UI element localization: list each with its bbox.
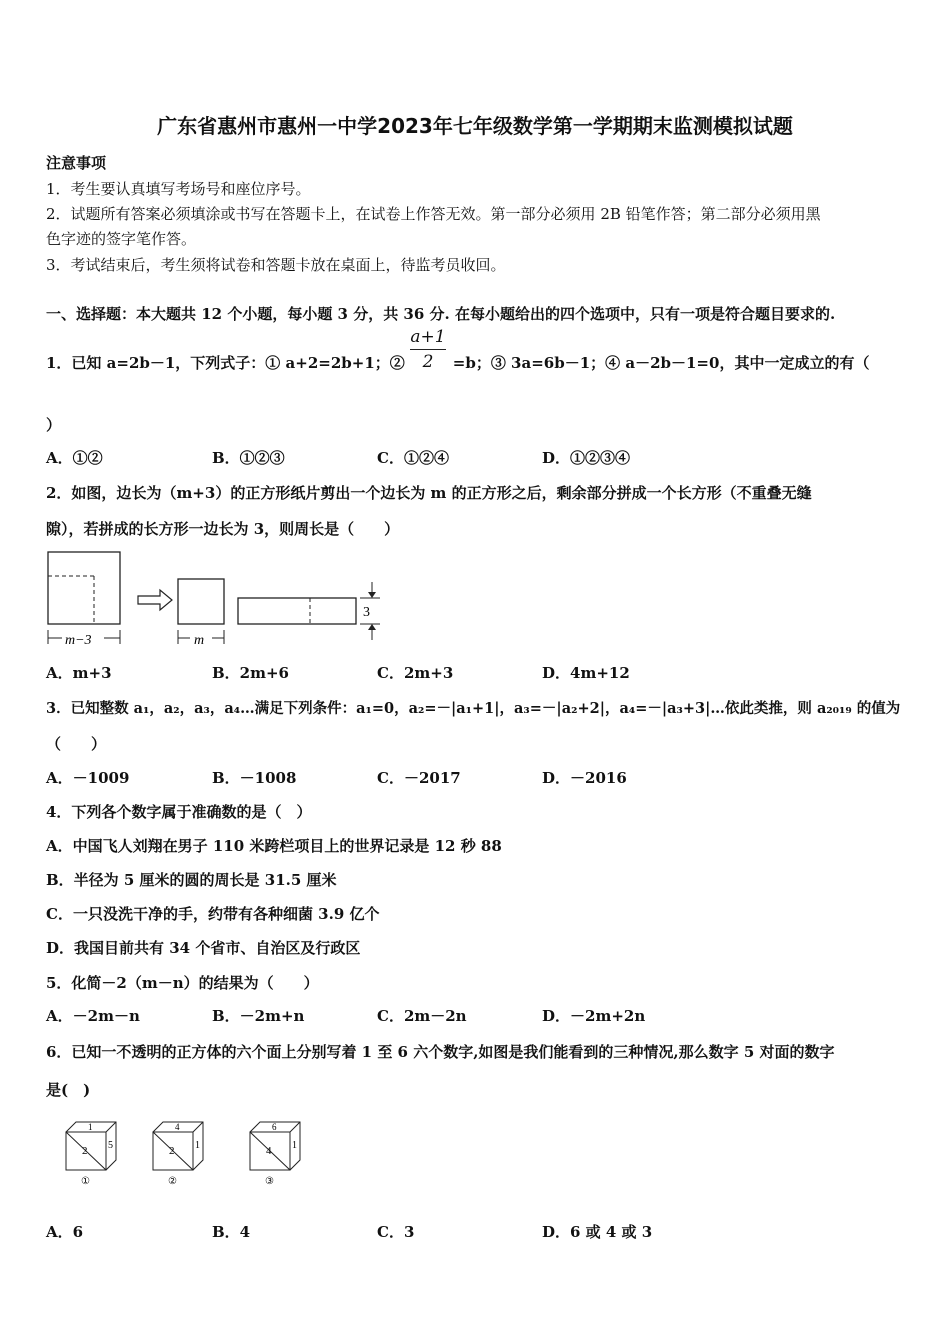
q4-option-a[interactable]: A．中国飞人刘翔在男子 110 米跨栏项目上的世界记录是 12 秒 88 [46, 837, 502, 855]
cube-2-label: ② [168, 1176, 177, 1187]
q1-option-d[interactable]: D．①②③④ [542, 449, 631, 467]
dim-label-m: m [194, 633, 205, 648]
page-title: 广东省惠州市惠州一中学2023年七年级数学第一学期期末监测模拟试题 [157, 114, 793, 138]
q3-option-d[interactable]: D．－2016 [542, 769, 627, 787]
q6-option-b[interactable]: B．4 [212, 1223, 251, 1241]
cube-3-side: 1 [292, 1140, 297, 1151]
cube-1-front-num: 2 [82, 1145, 88, 1157]
q2-option-c[interactable]: C．2m+3 [377, 664, 454, 682]
notice-item-3: 3．考试结束后，考生须将试卷和答题卡放在桌面上，待监考员收回。 [46, 256, 506, 274]
section-heading: 一、选择题：本大题共 12 个小题，每小题 3 分，共 36 分. 在每小题给出的四个选项中，只有一项是符合题目要求的. [46, 305, 836, 323]
cube-3 [250, 1122, 300, 1187]
dim-label-3: 3 [363, 605, 370, 620]
q6-cube-figure [60, 1116, 320, 1190]
q3-option-a[interactable]: A．－1009 [46, 769, 130, 787]
q5-option-c[interactable]: C．2m－2n [377, 1007, 467, 1025]
q4-option-d[interactable]: D．我国目前共有 34 个省市、自治区及行政区 [46, 939, 361, 957]
q1-frac-bar [410, 349, 446, 350]
q2-stem: 2．如图，边长为（m+3）的正方形纸片剪出一个边长为 m 的正方形之后，剩余部分拼成一个长方形（不重叠无缝 [46, 484, 812, 502]
cube-3-top: 6 [272, 1122, 277, 1132]
notice-heading: 注意事项 [46, 154, 107, 172]
q3-stem: 3．已知整数 a₁，a₂，a₃，a₄…满足下列条件：a₁=0，a₂=－|a₁+1|，a₃=－|a₂+2|，a₄=－|a₃+3|…依此类推，则 a₂₀₁₉ 的值为 [46, 700, 901, 717]
cube-1-label: ① [81, 1176, 90, 1187]
q6-stem: 6．已知一不透明的正方体的六个面上分别写着 1 至 6 六个数字,如图是我们能看到的三种情况,那么数字 5 对面的数字 [46, 1043, 835, 1061]
q3-stem-2: （ ） [46, 735, 107, 753]
q5-option-a[interactable]: A．－2m－n [46, 1007, 140, 1025]
rectangle [238, 598, 356, 624]
q1-option-a[interactable]: A．①② [46, 449, 103, 467]
cube-1-edge [106, 1122, 116, 1132]
q1-stem-end: ） [46, 416, 62, 434]
cube-3-label: ③ [265, 1176, 274, 1187]
cube-3-edge [290, 1122, 300, 1132]
q1-option-c[interactable]: C．①②④ [377, 449, 449, 467]
q5-option-b[interactable]: B．－2m+n [212, 1007, 305, 1025]
q4-option-b[interactable]: B．半径为 5 厘米的圆的周长是 31.5 厘米 [46, 871, 337, 889]
cube-1-side: 5 [108, 1140, 113, 1151]
big-square [48, 552, 120, 624]
cube-1 [66, 1122, 116, 1187]
q1-frac-num: a+1 [410, 327, 446, 347]
q1-stem-b: =b；③ 3a=6b－1；④ a－2b－1=0，其中一定成立的有（ [452, 354, 870, 372]
q2-figure [40, 548, 400, 652]
cube-2-top: 4 [175, 1122, 180, 1132]
q5-stem: 5．化简－2（m－n）的结果为（ ） [46, 974, 319, 992]
cube-2-front-num: 2 [169, 1145, 175, 1157]
notice-item-2-cont: 色字迹的签字笔作答。 [46, 230, 197, 248]
q4-option-c[interactable]: C．一只没洗干净的手，约带有各种细菌 3.9 亿个 [46, 905, 380, 923]
q5-option-d[interactable]: D．－2m+2n [542, 1007, 646, 1025]
q2-stem-2: 隙），若拼成的长方形一边长为 3，则周长是（ ） [46, 520, 400, 538]
cube-2-side: 1 [195, 1140, 200, 1151]
q1-frac-den: 2 [422, 352, 434, 372]
cube-2-edge [193, 1122, 203, 1132]
q4-stem: 4．下列各个数字属于准确数的是（ ） [46, 803, 312, 821]
dim-label-m-3: m−3 [65, 633, 92, 648]
q6-option-a[interactable]: A．6 [46, 1223, 84, 1241]
notice-item-2: 2．试题所有答案必须填涂或书写在答题卡上，在试卷上作答无效。第一部分必须用 2B 铅笔作答；第二部分必须用黑 [46, 205, 821, 223]
cube-1-top: 1 [88, 1122, 93, 1132]
q6-stem-2: 是( ) [46, 1081, 91, 1099]
arrow-up-icon [368, 624, 376, 630]
q1-option-b[interactable]: B．①②③ [212, 449, 285, 467]
q6-option-d[interactable]: D．6 或 4 或 3 [542, 1223, 653, 1241]
q2-option-b[interactable]: B．2m+6 [212, 664, 289, 682]
arrow-icon [138, 590, 172, 610]
q1-stem-a: 1．已知 a=2b－1，下列式子：① a+2=2b+1；② [46, 354, 405, 372]
cube-3-front-num: 4 [266, 1145, 272, 1157]
q3-option-b[interactable]: B．－1008 [212, 769, 297, 787]
q2-option-a[interactable]: A．m+3 [46, 664, 112, 682]
q6-option-c[interactable]: C．3 [377, 1223, 415, 1241]
small-square [178, 579, 224, 624]
notice-item-1: 1．考生要认真填写考场号和座位序号。 [46, 180, 311, 198]
q2-option-d[interactable]: D．4m+12 [542, 664, 630, 682]
q1-stem [46, 352, 916, 373]
cube-2 [153, 1122, 203, 1187]
q3-option-c[interactable]: C．－2017 [377, 769, 461, 787]
arrow-down-icon [368, 592, 376, 598]
